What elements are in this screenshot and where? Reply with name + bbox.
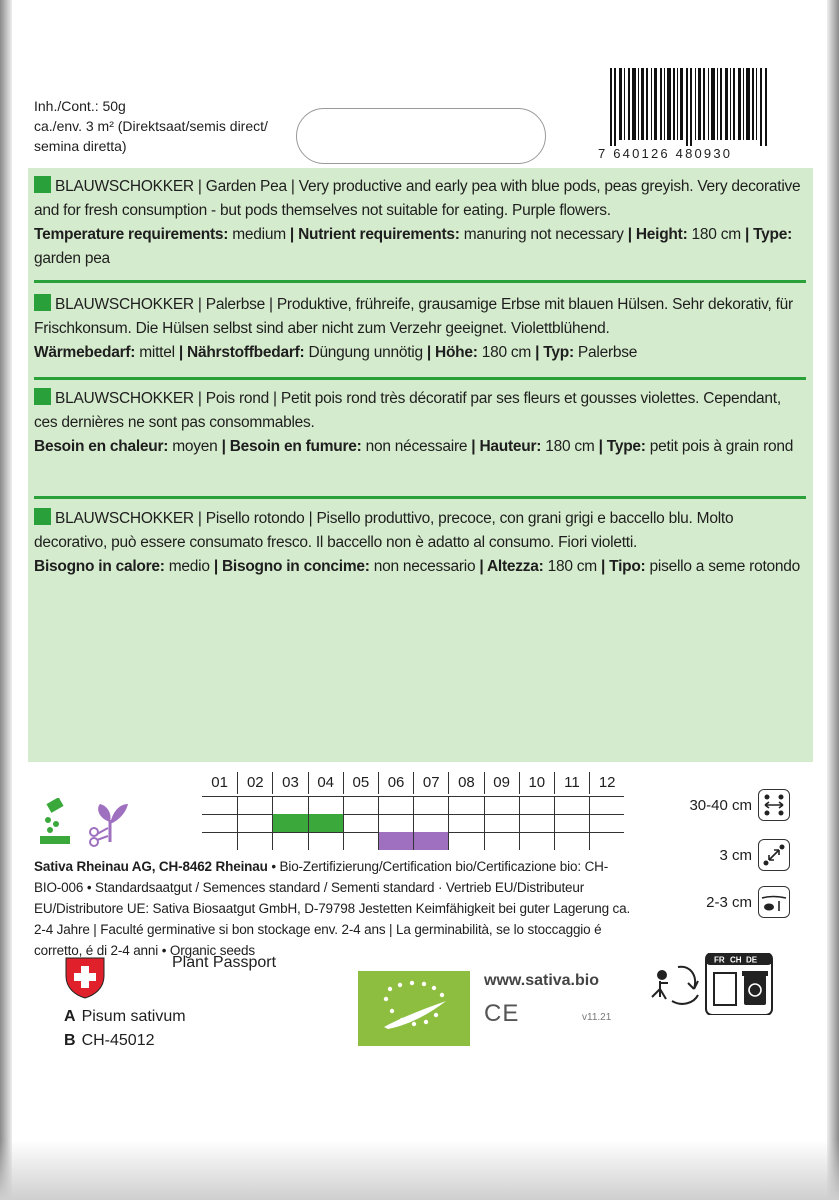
swiss-shield-icon <box>62 954 108 1000</box>
month-label: 06 <box>378 772 413 794</box>
harvest-period-cell <box>414 832 448 850</box>
key-height: | Altezza: <box>479 558 544 575</box>
month-label: 08 <box>448 772 483 794</box>
contents-weight: Inh./Cont.: 50g <box>34 98 126 114</box>
key-type: | Typ: <box>535 344 574 361</box>
plant-passport-title: Plant Passport <box>172 954 277 971</box>
calendar-column-line <box>343 796 344 850</box>
passport-a-label: A <box>64 1008 76 1025</box>
bottom-shadow <box>0 1140 839 1200</box>
month-label: 12 <box>589 772 624 794</box>
month-label: 01 <box>211 774 228 791</box>
row-spacing-icon <box>758 789 790 821</box>
company-name: Sativa Rheinau AG, CH-8462 Rheinau <box>34 859 268 874</box>
sowing-calendar <box>202 772 624 850</box>
month-label: 05 <box>343 772 378 794</box>
row-spacing <box>680 788 800 822</box>
key-temperature: Wärmebedarf: <box>34 344 136 361</box>
passport-b-value: CH-45012 <box>81 1032 155 1049</box>
month-label: 11 <box>554 772 589 794</box>
value-temperature: medio <box>164 558 214 575</box>
harvest-period-cell <box>379 832 413 850</box>
calendar-column-line <box>554 796 555 850</box>
passport-a-value: Pisum sativum <box>81 1008 186 1025</box>
eu-organic-logo <box>358 971 470 1046</box>
calendar-grid <box>202 796 624 850</box>
key-type: | Tipo: <box>600 558 646 575</box>
barcode-number: 7 640126 480930 <box>598 146 733 161</box>
key-nutrient: | Bisogno in concime: <box>213 558 370 575</box>
value-type: Palerbse <box>573 344 638 361</box>
month-label: 09 <box>484 772 519 794</box>
value-height: 180 cm <box>543 558 601 575</box>
contents-area: ca./env. 3 m² (Direktsaat/semis direct/ <box>34 118 268 134</box>
triman-icon <box>652 967 698 1004</box>
green-square-icon <box>34 176 51 193</box>
calendar-column-line <box>272 796 273 850</box>
value-temperature: medium <box>228 226 290 243</box>
month-label: 03 <box>272 772 307 794</box>
contents-area-cont: semina diretta) <box>34 138 127 154</box>
sowing-period-cell <box>273 814 307 832</box>
key-height: | Height: <box>627 226 688 243</box>
ce-mark: CE <box>484 1000 520 1027</box>
key-nutrient: | Nutrient requirements: <box>289 226 460 243</box>
value-type: garden pea <box>34 250 110 267</box>
section-german <box>34 293 804 365</box>
key-type: | Type: <box>598 438 646 455</box>
value-type: petit pois à grain rond <box>645 438 794 455</box>
calendar-column-line <box>413 796 414 850</box>
sowing-depth-label: 2-3 cm <box>706 893 752 911</box>
month-label: 04 <box>308 772 343 794</box>
recycling-symbols <box>648 953 808 1015</box>
key-temperature: Temperature requirements: <box>34 226 229 243</box>
passport-code <box>64 1032 155 1050</box>
value-height: 180 cm <box>687 226 745 243</box>
key-nutrient: | Nährstoffbedarf: <box>178 344 305 361</box>
harvest-icon <box>90 804 128 846</box>
section-divider <box>34 280 806 283</box>
green-square-icon <box>34 388 51 405</box>
company-text: • Bio-Zertifizierung/Certification bio/Certificazione bio: CH-BIO-006 • Standardsaatgut / Semences standard / Sementi standard · Vertrieb EU/Distributeur EU/Distributore UE: Sativa Biosaatgut GmbH, D-79798 Jestetten Keimfähigkeit bei guter Lagerung ca. 2-4 Jahre | Faculté germinative si bon stockage env. 2-4 ans | La germinabilità, se lo stoccaggio é corretto, é di 2-4 anni • Organic seeds <box>34 859 631 958</box>
section-divider <box>34 377 806 380</box>
value-nutrient: Düngung unnötig <box>304 344 427 361</box>
sowing-harvest-icons <box>38 798 136 848</box>
calendar-column-line <box>237 796 238 850</box>
version-label: v11.21 <box>582 1012 612 1023</box>
row-spacing-label: 30-40 cm <box>689 796 752 814</box>
key-temperature: Besoin en chaleur: <box>34 438 169 455</box>
plant-spacing-label: 3 cm <box>719 846 752 864</box>
value-nutrient: manuring not necessary <box>459 226 628 243</box>
barcode <box>598 68 773 168</box>
passport-b-label: B <box>64 1032 76 1049</box>
sowing-icon <box>40 798 70 844</box>
barcode-bars <box>610 68 770 146</box>
calendar-column-line <box>308 796 309 850</box>
tag-fr: FR <box>714 955 725 965</box>
month-label: 10 <box>519 772 554 794</box>
value-temperature: mittel <box>135 344 179 361</box>
plant-spacing-icon <box>758 839 790 871</box>
sorting-info <box>706 953 772 1015</box>
section-intro: | Pisello rotondo | Pisello produttivo, precoce, con grani grigi e baccello blu. Molto decorativo, può essere consumato fresco. Il baccello non è adatto al consumo. Fiori violetti. <box>34 510 734 551</box>
key-height: | Hauteur: <box>471 438 542 455</box>
key-type: | Type: <box>744 226 793 243</box>
tag-ch: CH <box>730 955 742 965</box>
green-square-icon <box>34 294 51 311</box>
key-height: | Höhe: <box>426 344 478 361</box>
calendar-column-line <box>484 796 485 850</box>
calendar-column-line <box>448 796 449 850</box>
calendar-column-line <box>378 796 379 850</box>
section-intro: | Palerbse | Produktive, frühreife, grausamige Erbse mit blauen Hülsen. Sehr dekorativ, für Frischkonsum. Die Hülsen selbst sind aber nicht zum Verzehr geeignet. Violettblühend. <box>34 296 793 337</box>
key-temperature: Bisogno in calore: <box>34 558 165 575</box>
month-label: 07 <box>413 772 448 794</box>
value-height: 180 cm <box>477 344 536 361</box>
variety-name: BLAUWSCHOKKER <box>55 296 194 313</box>
contents-info <box>34 96 268 156</box>
variety-name: BLAUWSCHOKKER <box>55 178 194 195</box>
variety-name: BLAUWSCHOKKER <box>55 390 194 407</box>
website-link[interactable]: www.sativa.bio <box>484 972 599 989</box>
calendar-column-line <box>519 796 520 850</box>
value-temperature: moyen <box>168 438 222 455</box>
company-info <box>34 856 634 961</box>
key-nutrient: | Besoin en fumure: <box>221 438 362 455</box>
hang-hole <box>296 108 546 164</box>
sowing-depth <box>680 885 800 919</box>
section-italian <box>34 507 804 579</box>
section-french <box>34 387 804 459</box>
variety-name: BLAUWSCHOKKER <box>55 510 194 527</box>
value-nutrient: non nécessaire <box>361 438 472 455</box>
calendar-months <box>202 772 624 794</box>
value-nutrient: non necessario <box>369 558 480 575</box>
value-type: pisello a seme rotondo <box>645 558 800 575</box>
value-height: 180 cm <box>541 438 599 455</box>
sowing-period-cell <box>309 814 343 832</box>
section-intro: | Pois rond | Petit pois rond très décoratif par ses fleurs et gousses violettes. Cependant, ces dernières ne sont pas consommables. <box>34 390 781 431</box>
section-divider <box>34 496 806 499</box>
passport-species <box>64 1008 186 1026</box>
bin-icon <box>742 971 768 1005</box>
tag-de: DE <box>746 955 758 965</box>
section-intro: | Garden Pea | Very productive and early pea with blue pods, peas greyish. Very decorative and for fresh consumption - but pods themselves not suitable for eating. Purple flowers. <box>34 178 801 219</box>
month-label: 02 <box>237 772 272 794</box>
calendar-column-line <box>589 796 590 850</box>
green-square-icon <box>34 508 51 525</box>
plant-spacing <box>680 838 800 872</box>
sowing-depth-icon <box>758 886 790 918</box>
section-english <box>34 175 804 271</box>
